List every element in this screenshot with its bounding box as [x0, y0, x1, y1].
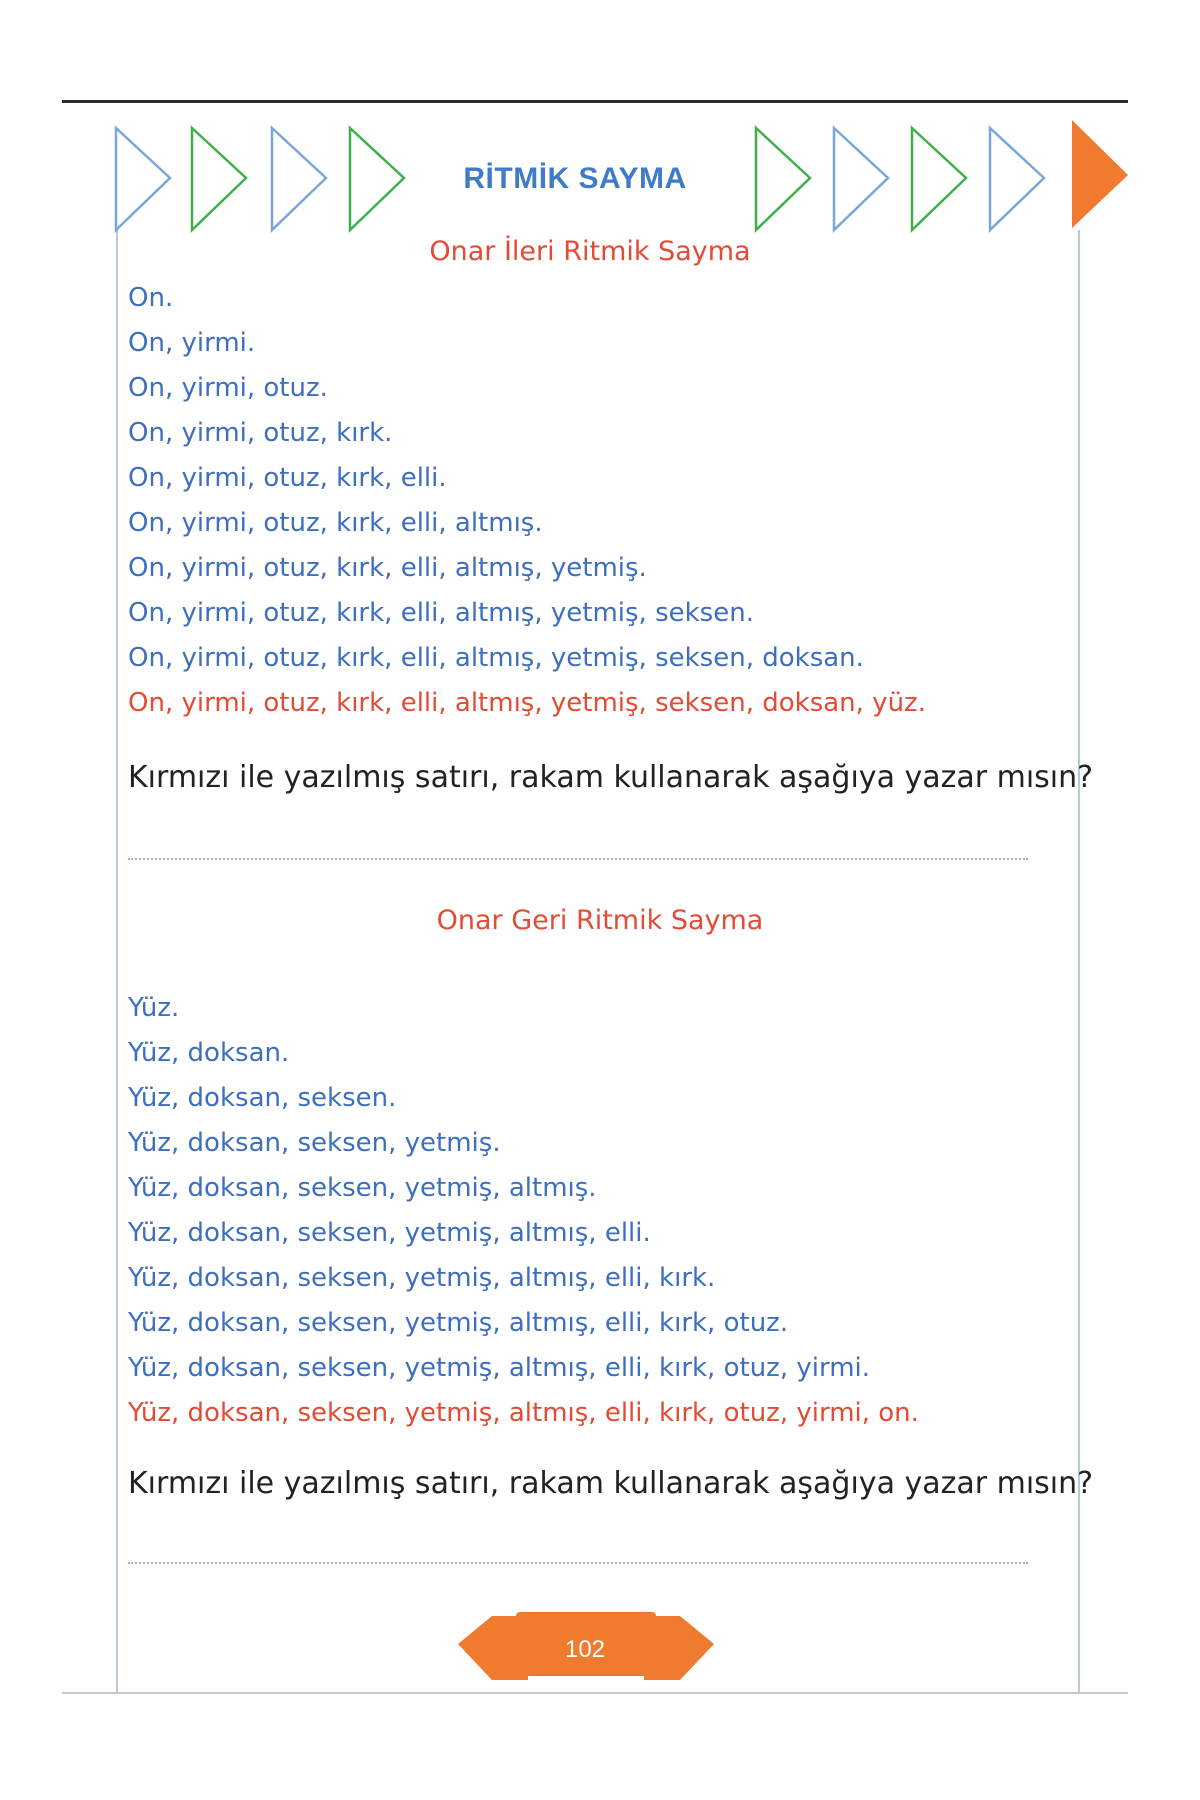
list-item: On. [128, 283, 174, 313]
backward-question: Kırmızı ile yazılmış satırı, rakam kullanarak aşağıya yazar mısın? [128, 1466, 1094, 1501]
orange-corner-tab [1072, 120, 1132, 230]
list-item-highlighted: Yüz, doksan, seksen, yetmiş, altmış, elli, kırk, otuz, yirmi, on. [128, 1398, 919, 1428]
list-item: Yüz, doksan, seksen, yetmiş. [128, 1128, 501, 1158]
backward-counting-heading: Onar Geri Ritmik Sayma [436, 905, 764, 936]
list-item: On, yirmi, otuz, kırk, elli, altmış, yetmiş, seksen. [128, 598, 754, 628]
list-item: On, yirmi, otuz, kırk, elli, altmış, yetmiş. [128, 553, 647, 583]
forward-answer-line[interactable] [128, 858, 1028, 860]
page-title: RİTMİK SAYMA [463, 162, 687, 195]
list-item: Yüz, doksan, seksen, yetmiş, altmış, elli, kırk, otuz. [128, 1308, 789, 1338]
list-item: On, yirmi. [128, 328, 256, 358]
page-number: 102 [564, 1636, 606, 1663]
triangle-decoration-left [110, 120, 410, 240]
forward-counting-list [128, 276, 926, 726]
list-item: Yüz. [128, 993, 180, 1023]
list-item: On, yirmi, otuz, kırk, elli. [128, 463, 447, 493]
list-item: On, yirmi, otuz. [128, 373, 328, 403]
list-item: Yüz, doksan, seksen, yetmiş, altmış, elli, kırk. [128, 1263, 716, 1293]
list-item: Yüz, doksan, seksen, yetmiş, altmış, elli, kırk, otuz, yirmi. [128, 1353, 871, 1383]
list-item: Yüz, doksan, seksen, yetmiş, altmış, elli. [128, 1218, 651, 1248]
list-item: On, yirmi, otuz, kırk, elli, altmış. [128, 508, 543, 538]
forward-counting-heading: Onar İleri Ritmik Sayma [429, 236, 751, 267]
forward-question: Kırmızı ile yazılmış satırı, rakam kullanarak aşağıya yazar mısın? [128, 760, 1094, 795]
triangle-decoration-right [750, 120, 1050, 240]
backward-answer-line[interactable] [128, 1562, 1028, 1564]
page-frame-left [116, 230, 118, 1692]
bottom-rule [62, 1692, 1128, 1694]
list-item-highlighted: On, yirmi, otuz, kırk, elli, altmış, yetmiş, seksen, doksan, yüz. [128, 688, 926, 718]
list-item: Yüz, doksan. [128, 1038, 290, 1068]
list-item: On, yirmi, otuz, kırk, elli, altmış, yetmiş, seksen, doksan. [128, 643, 864, 673]
list-item: On, yirmi, otuz, kırk. [128, 418, 393, 448]
top-rule [62, 100, 1128, 103]
list-item: Yüz, doksan, seksen. [128, 1083, 397, 1113]
list-item: Yüz, doksan, seksen, yetmiş, altmış. [128, 1173, 597, 1203]
backward-counting-list [128, 986, 919, 1436]
